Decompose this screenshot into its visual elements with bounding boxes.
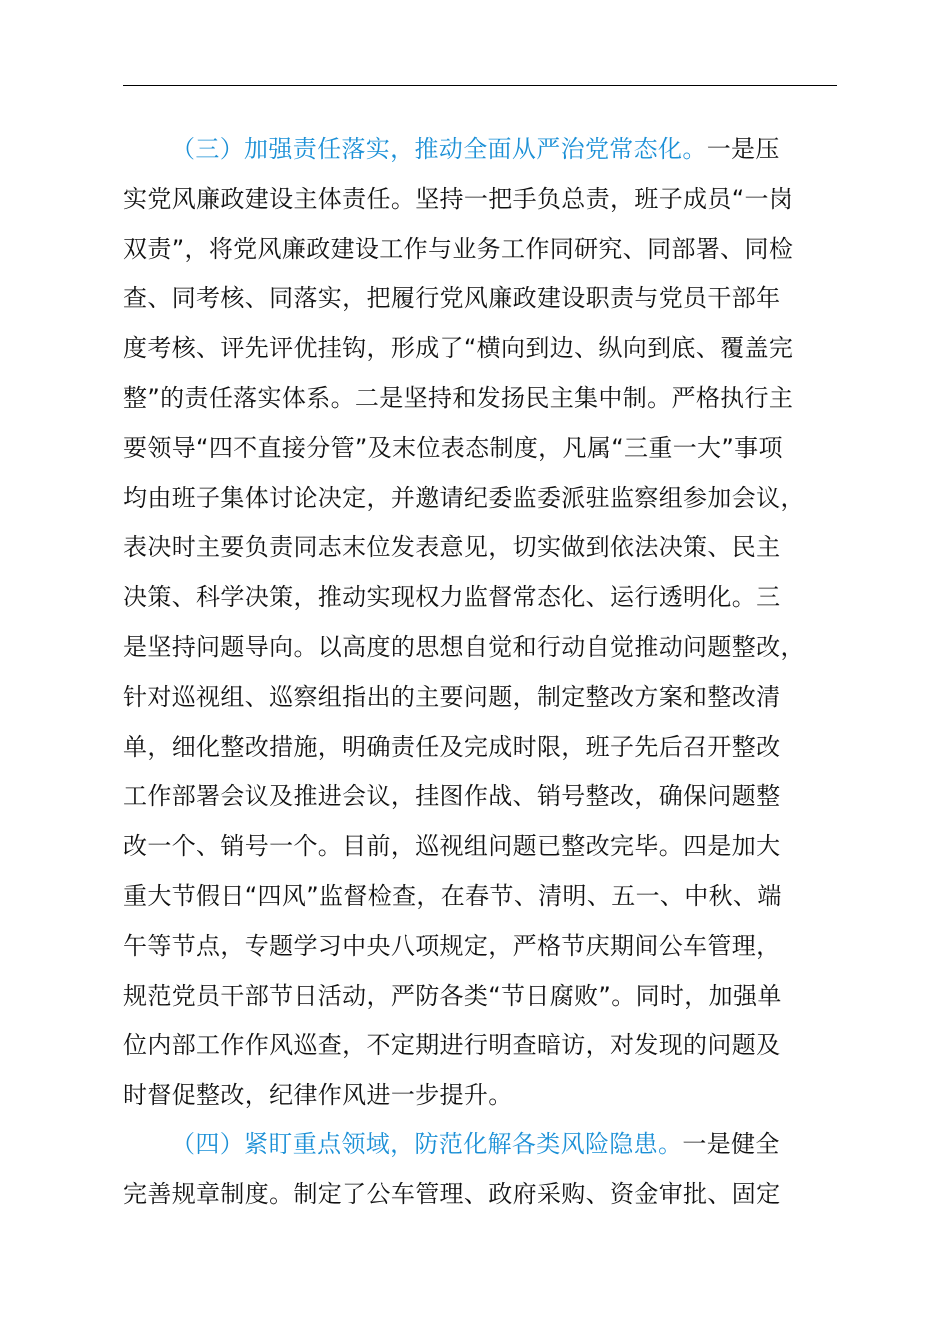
body-line: 实党风廉政建设主体责任。坚持一把手负总责，班子成员“一岗 [123,184,794,213]
body-line: 要领导“四不直接分管”及末位表态制度，凡属“三重一大”事项 [123,433,783,462]
body-line: 度考核、评先评优挂钩，形成了“横向到边、纵向到底、覆盖完 [123,334,794,363]
body-line: 单，细化整改措施，明确责任及完成时限，班子先后召开整改 [123,732,781,761]
body-line: 重大节假日“四风”监督检查，在春节、清明、五一、中秋、端 [123,881,782,910]
body-text: 一是压 [706,135,780,163]
body-line: 均由班子集体讨论决定，并邀请纪委监委派驻监察组参加会议， [123,483,805,512]
paragraph-first-line [123,125,839,175]
body-line: 完善规章制度。制定了公车管理、政府采购、资金审批、固定 [123,1179,781,1208]
header-rule [123,85,837,86]
body-line: 改一个、销号一个。目前，巡视组问题已整改完毕。四是加大 [123,832,781,861]
body-line: 表决时主要负责同志末位发表意见，切实做到依法决策、民主 [123,533,781,562]
body-line: 位内部工作作风巡查，不定期进行明查暗访，对发现的问题及 [123,1031,781,1060]
body-line: 规范党员干部节日活动，严防各类“节日腐败”。同时，加强单 [123,981,782,1010]
body-line: 双责”，将党风廉政建设工作与业务工作同研究、同部署、同检 [123,234,794,263]
paragraph-first-line [123,1120,839,1170]
body-line: 时督促整改，纪律作风进一步提升。 [123,1081,513,1110]
section-heading-4: （四）紧盯重点领域，防范化解各类风险隐患。 [171,1130,683,1158]
body-line: 是坚持问题导向。以高度的思想自觉和行动自觉推动问题整改， [123,632,805,661]
body-line: 决策、科学决策，推动实现权力监督常态化、运行透明化。三 [123,583,781,612]
body-line: 整”的责任落实体系。二是坚持和发扬民主集中制。严格执行主 [123,383,794,412]
body-line: 查、同考核、同落实，把履行党风廉政建设职责与党员干部年 [123,284,781,313]
paragraph-3 [123,125,839,1121]
body-text: 一是健全 [682,1130,780,1158]
paragraph-4 [123,1120,839,1220]
body-line: 针对巡视组、巡察组指出的主要问题，制定整改方案和整改清 [123,682,781,711]
section-heading-3: （三）加强责任落实，推动全面从严治党常态化。 [171,135,707,163]
body-line: 午等节点，专题学习中央八项规定，严格节庆期间公车管理， [123,931,781,960]
body-line: 工作部署会议及推进会议，挂图作战、销号整改，确保问题整 [123,782,781,811]
